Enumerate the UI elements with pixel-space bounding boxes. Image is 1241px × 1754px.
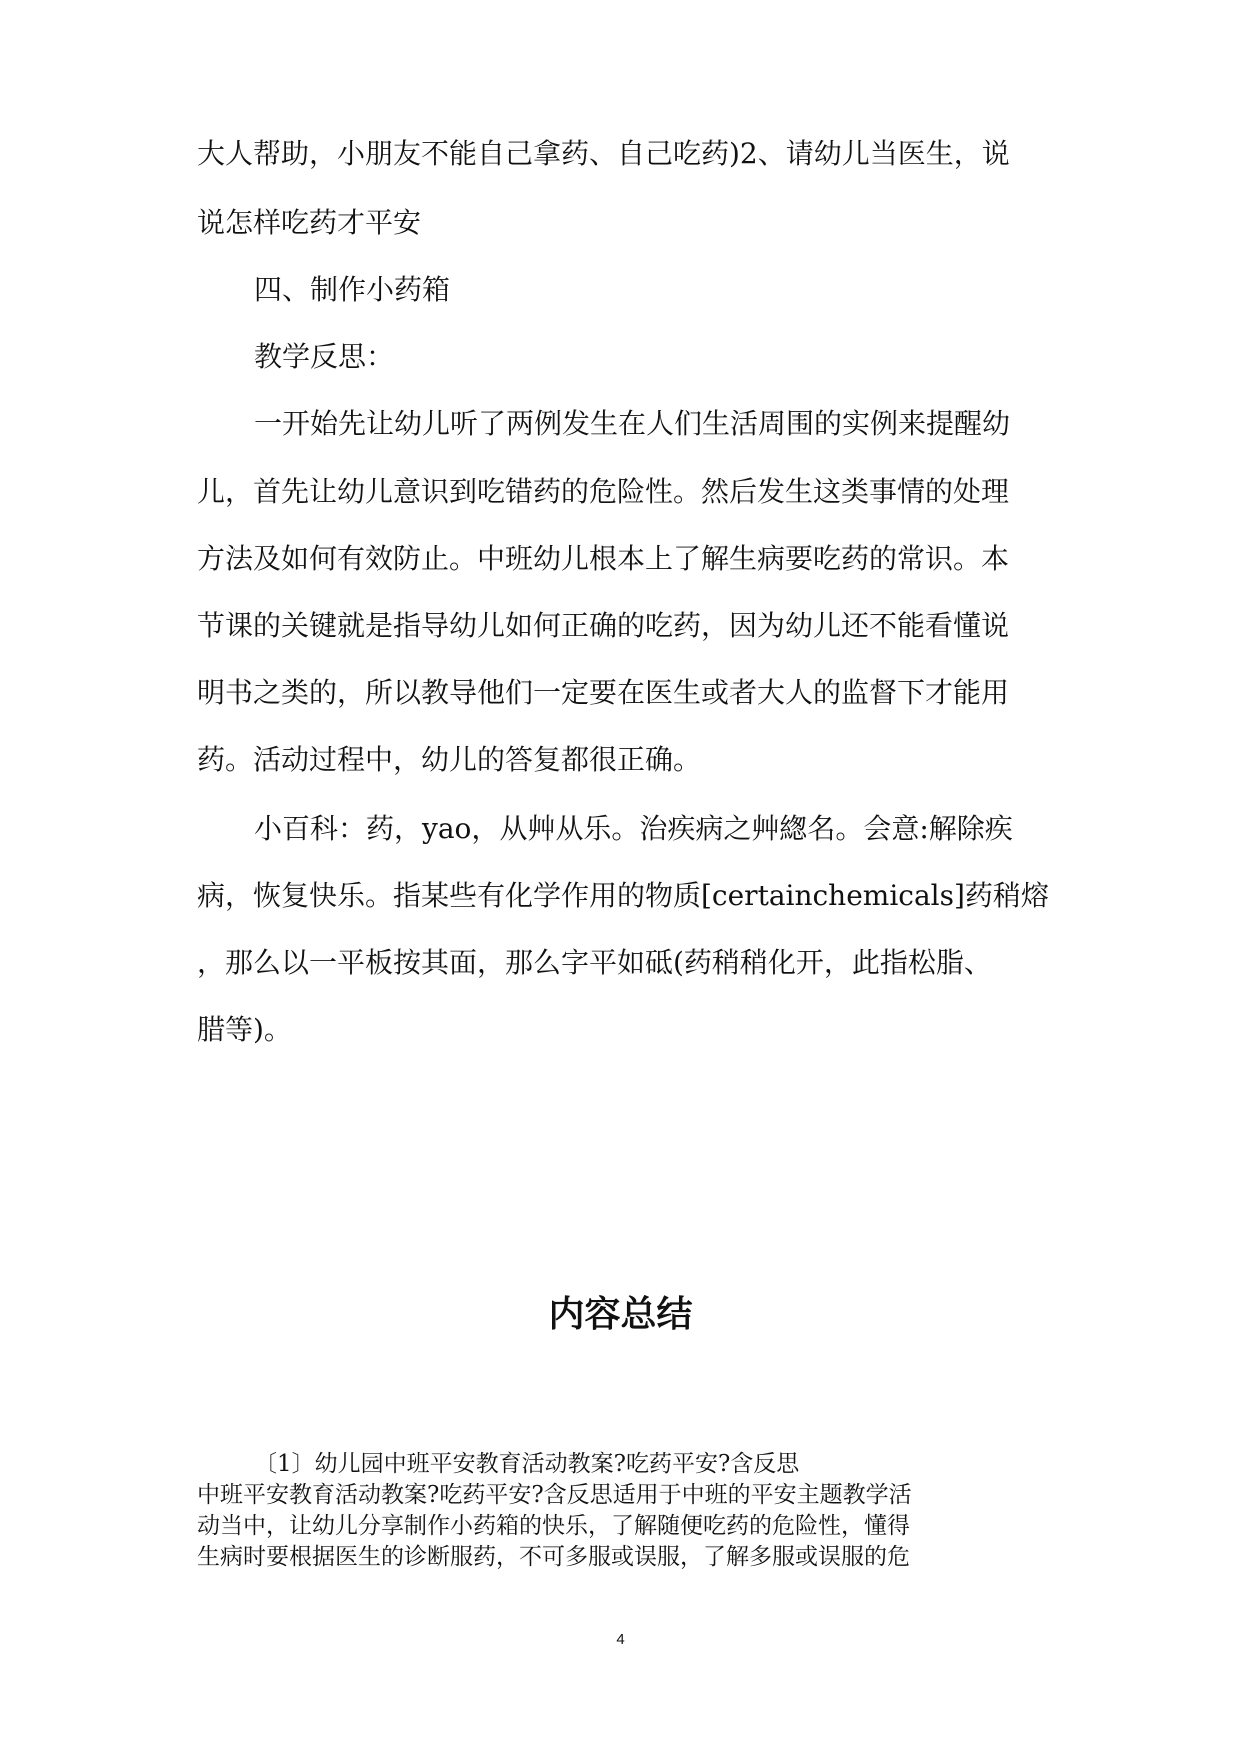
- body-line: 说怎样吃药才平安: [197, 206, 422, 239]
- body-line: 病，恢复快乐。指某些有化学作用的物质[certainchemicals]药稍熔: [197, 879, 1049, 912]
- body-line: 明书之类的，所以教导他们一定要在医生或者大人的监督下才能用: [197, 676, 1010, 709]
- section-heading-make-medicine-box: 四、制作小药箱: [254, 273, 451, 306]
- summary-line: 动当中，让幼儿分享制作小药箱的快乐，了解随便吃药的危险性，懂得: [197, 1513, 910, 1539]
- body-line: 一开始先让幼儿听了两例发生在人们生活周围的实例来提醒幼: [254, 407, 1011, 440]
- page-number: 4: [616, 1631, 625, 1648]
- section-heading-teaching-reflection: 教学反思：: [254, 340, 395, 373]
- body-line: 腊等)。: [197, 1013, 292, 1046]
- summary-line: 〔1〕幼儿园中班平安教育活动教案?吃药平安?含反思: [254, 1451, 800, 1477]
- body-line: 大人帮助，小朋友不能自己拿药、自己吃药)2、请幼儿当医生，说: [197, 137, 1010, 170]
- body-line: 小百科：药，yao，从艸从乐。治疾病之艸緫名。会意:解除疾: [254, 812, 1013, 845]
- body-line: 方法及如何有效防止。中班幼儿根本上了解生病要吃药的常识。本: [197, 542, 1010, 575]
- summary-line: 生病时要根据医生的诊断服药，不可多服或误服，了解多服或误服的危: [197, 1544, 910, 1570]
- summary-heading: 内容总结: [548, 1294, 693, 1335]
- body-line: 儿，首先让幼儿意识到吃错药的危险性。然后发生这类事情的处理: [197, 475, 1010, 508]
- body-line: 药。活动过程中，幼儿的答复都很正确。: [197, 743, 702, 776]
- body-line: ，那么以一平板按其面，那么字平如砥(药稍稍化开，此指松脂、: [197, 946, 992, 979]
- summary-line: 中班平安教育活动教案?吃药平安?含反思适用于中班的平安主题教学活: [197, 1482, 912, 1508]
- body-line: 节课的关键就是指导幼儿如何正确的吃药，因为幼儿还不能看懂说: [197, 609, 1010, 642]
